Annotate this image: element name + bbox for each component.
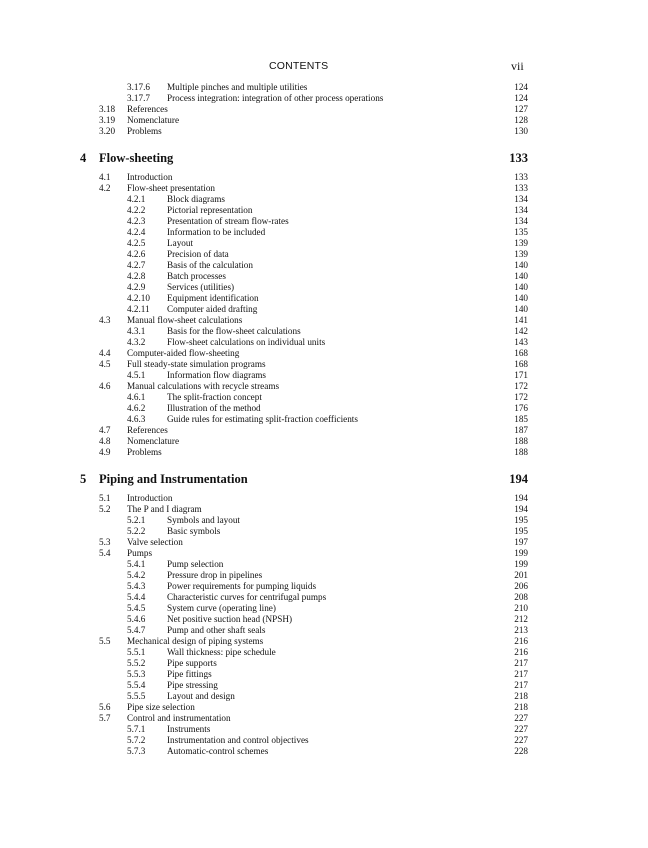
entry-number: 4.2.4: [127, 227, 146, 237]
toc-entry[interactable]: [0, 326, 648, 337]
toc-entry[interactable]: [0, 348, 648, 359]
entry-number: 4.2.1: [127, 194, 146, 204]
toc-entry[interactable]: [0, 436, 648, 447]
entry-number: 4.2: [99, 183, 111, 193]
entry-page: 227: [514, 724, 528, 734]
entry-number: 5.7.1: [127, 724, 146, 734]
entry-number: 5.7.3: [127, 746, 146, 756]
entry-title: Services (utilities): [167, 282, 235, 292]
entry-title: The split-fraction concept: [167, 392, 262, 402]
toc-entry[interactable]: [0, 691, 648, 702]
toc-entry[interactable]: [0, 724, 648, 735]
entry-page: 217: [514, 669, 528, 679]
entry-number: 4.2.8: [127, 271, 146, 281]
entry-title: Computer aided drafting: [167, 304, 258, 314]
entry-title: Basic symbols: [167, 526, 221, 536]
entry-number: 4.3.1: [127, 326, 146, 336]
entry-title: Pipe fittings: [167, 669, 212, 679]
toc-entry[interactable]: [0, 370, 648, 381]
chapter-number: 4: [80, 151, 87, 165]
entry-title: Pipe stressing: [167, 680, 218, 690]
entry-page: 135: [514, 227, 528, 237]
entry-page: 134: [514, 216, 528, 226]
entry-number: 4.6.3: [127, 414, 146, 424]
toc-entry[interactable]: [0, 115, 648, 126]
entry-title: Nomenclature: [127, 436, 180, 446]
entry-page: 140: [514, 282, 528, 292]
toc-entry[interactable]: [0, 680, 648, 691]
entry-title: Information flow diagrams: [167, 370, 266, 380]
toc-entry[interactable]: [0, 658, 648, 669]
toc-entry[interactable]: [0, 625, 648, 636]
running-title: CONTENTS: [269, 60, 329, 72]
toc-entry[interactable]: [0, 414, 648, 425]
toc-entry[interactable]: [0, 636, 648, 647]
entry-title: Problems: [127, 126, 162, 136]
toc-entry[interactable]: [0, 337, 648, 348]
toc-entry[interactable]: [0, 227, 648, 238]
entry-number: 5.2.1: [127, 515, 146, 525]
entry-title: Automatic-control schemes: [167, 746, 269, 756]
entry-page: 140: [514, 293, 528, 303]
entry-page: 216: [514, 647, 528, 657]
entry-number: 5.7: [99, 713, 111, 723]
entry-number: 5.5: [99, 636, 111, 646]
entry-title: References: [127, 104, 168, 114]
entry-number: 5.5.3: [127, 669, 146, 679]
entry-page: 199: [514, 548, 528, 558]
entry-title: Pipe supports: [167, 658, 217, 668]
entry-page: 168: [514, 348, 528, 358]
entry-title: Net positive suction head (NPSH): [167, 614, 293, 624]
entry-page: 168: [514, 359, 528, 369]
toc-entry[interactable]: [0, 183, 648, 194]
entry-title: Pumps: [127, 548, 153, 558]
toc-entry[interactable]: [0, 238, 648, 249]
toc-entry[interactable]: [0, 425, 648, 436]
entry-title: Process integration: integration of other process operations: [167, 93, 384, 103]
entry-page: 140: [514, 260, 528, 270]
toc-entry[interactable]: [0, 614, 648, 625]
entry-title: Valve selection: [127, 537, 183, 547]
entry-number: 4.2.3: [127, 216, 146, 226]
toc-entry[interactable]: [0, 713, 648, 724]
entry-number: 3.20: [99, 126, 116, 136]
page-header: [0, 60, 648, 74]
entry-title: Precision of data: [167, 249, 229, 259]
entry-page: 217: [514, 680, 528, 690]
entry-page: 128: [514, 115, 528, 125]
entry-page: 195: [514, 526, 528, 536]
entry-page: 134: [514, 205, 528, 215]
toc-entry[interactable]: [0, 504, 648, 515]
entry-title: Instruments: [167, 724, 211, 734]
entry-title: Layout and design: [167, 691, 235, 701]
entry-title: References: [127, 425, 168, 435]
entry-title: Manual flow-sheet calculations: [127, 315, 243, 325]
entry-page: 218: [514, 691, 528, 701]
entry-page: 208: [514, 592, 528, 602]
entry-number: 5.4.4: [127, 592, 146, 602]
entry-number: 4.4: [99, 348, 111, 358]
entry-title: Pipe size selection: [127, 702, 195, 712]
table-of-contents: [0, 82, 648, 757]
entry-title: Flow-sheet calculations on individual units: [167, 337, 326, 347]
entry-page: 171: [514, 370, 528, 380]
chapter-title: Piping and Instrumentation: [99, 472, 248, 486]
entry-number: 4.9: [99, 447, 111, 457]
entry-number: 5.6: [99, 702, 111, 712]
entry-page: 185: [514, 414, 528, 424]
entry-title: Basis for the flow-sheet calculations: [167, 326, 301, 336]
entry-number: 3.17.7: [127, 93, 150, 103]
entry-title: Guide rules for estimating split-fraction coefficients: [167, 414, 358, 424]
toc-entry[interactable]: [0, 548, 648, 559]
entry-number: 4.2.9: [127, 282, 146, 292]
entry-number: 4.6.1: [127, 392, 146, 402]
entry-number: 5.5.5: [127, 691, 146, 701]
entry-page: 195: [514, 515, 528, 525]
entry-number: 5.3: [99, 537, 111, 547]
entry-number: 5.5.4: [127, 680, 146, 690]
entry-number: 5.4.6: [127, 614, 146, 624]
entry-title: Block diagrams: [167, 194, 225, 204]
entry-page: 199: [514, 559, 528, 569]
entry-page: 143: [514, 337, 528, 347]
entry-page: 139: [514, 249, 528, 259]
toc-entry[interactable]: [0, 570, 648, 581]
entry-title: Control and instrumentation: [127, 713, 231, 723]
entry-number: 5.5.1: [127, 647, 146, 657]
entry-title: Power requirements for pumping liquids: [167, 581, 317, 591]
entry-title: Information to be included: [167, 227, 266, 237]
entry-title: Full steady-state simulation programs: [127, 359, 266, 369]
entry-page: 212: [514, 614, 528, 624]
entry-title: Symbols and layout: [167, 515, 240, 525]
entry-page: 124: [514, 82, 528, 92]
entry-page: 194: [514, 493, 528, 503]
entry-title: Introduction: [127, 493, 173, 503]
entry-page: 124: [514, 93, 528, 103]
entry-number: 4.2.10: [127, 293, 150, 303]
toc-entry[interactable]: [0, 515, 648, 526]
entry-page: 194: [514, 504, 528, 514]
entry-page: 130: [514, 126, 528, 136]
entry-page: 172: [514, 392, 528, 402]
toc-entry[interactable]: [0, 359, 648, 370]
chapter-heading[interactable]: [0, 470, 648, 488]
entry-page: 210: [514, 603, 528, 613]
toc-entry[interactable]: [0, 581, 648, 592]
entry-number: 4.3: [99, 315, 111, 325]
entry-title: Presentation of stream flow-rates: [167, 216, 289, 226]
entry-number: 5.1: [99, 493, 111, 503]
toc-entry[interactable]: [0, 746, 648, 757]
toc-entry[interactable]: [0, 260, 648, 271]
entry-number: 3.17.6: [127, 82, 150, 92]
entry-number: 4.3.2: [127, 337, 146, 347]
entry-number: 5.2.2: [127, 526, 146, 536]
entry-number: 5.4.5: [127, 603, 146, 613]
entry-title: System curve (operating line): [167, 603, 276, 613]
entry-number: 4.2.11: [127, 304, 150, 314]
entry-number: 4.2.2: [127, 205, 146, 215]
toc-entry[interactable]: [0, 82, 648, 93]
entry-title: Illustration of the method: [167, 403, 261, 413]
toc-entry[interactable]: [0, 205, 648, 216]
entry-title: Manual calculations with recycle streams: [127, 381, 280, 391]
toc-entry[interactable]: [0, 304, 648, 315]
entry-page: 133: [514, 172, 528, 182]
toc-entry[interactable]: [0, 282, 648, 293]
entry-page: 187: [514, 425, 528, 435]
toc-entry[interactable]: [0, 403, 648, 414]
entry-page: 140: [514, 271, 528, 281]
entry-page: 217: [514, 658, 528, 668]
entry-title: Multiple pinches and multiple utilities: [167, 82, 308, 92]
entry-page: 133: [514, 183, 528, 193]
entry-number: 3.19: [99, 115, 116, 125]
entry-title: Computer-aided flow-sheeting: [127, 348, 240, 358]
entry-number: 5.4.7: [127, 625, 146, 635]
entry-number: 4.6: [99, 381, 111, 391]
entry-title: Equipment identification: [167, 293, 259, 303]
toc-entry[interactable]: [0, 293, 648, 304]
entry-number: 4.2.7: [127, 260, 146, 270]
toc-entry[interactable]: [0, 647, 648, 658]
entry-number: 4.1: [99, 172, 111, 182]
entry-title: Pump selection: [167, 559, 224, 569]
entry-number: 4.7: [99, 425, 111, 435]
entry-page: 227: [514, 735, 528, 745]
chapter-page: 133: [509, 151, 528, 165]
toc-entry[interactable]: [0, 249, 648, 260]
toc-entry[interactable]: [0, 392, 648, 403]
toc-entry[interactable]: [0, 104, 648, 115]
toc-entry[interactable]: [0, 702, 648, 713]
toc-entry[interactable]: [0, 603, 648, 614]
toc-entry[interactable]: [0, 592, 648, 603]
entry-page: 127: [514, 104, 528, 114]
entry-page: 188: [514, 447, 528, 457]
toc-entry[interactable]: [0, 315, 648, 326]
chapter-title: Flow-sheeting: [99, 151, 174, 165]
entry-number: 5.4.1: [127, 559, 146, 569]
toc-entry[interactable]: [0, 559, 648, 570]
entry-title: Pictorial representation: [167, 205, 253, 215]
entry-title: The P and I diagram: [127, 504, 202, 514]
toc-entry[interactable]: [0, 216, 648, 227]
entry-page: 188: [514, 436, 528, 446]
toc-entry[interactable]: [0, 447, 648, 458]
toc-entry[interactable]: [0, 493, 648, 504]
entry-title: Mechanical design of piping systems: [127, 636, 264, 646]
toc-entry[interactable]: [0, 172, 648, 183]
toc-entry[interactable]: [0, 271, 648, 282]
entry-page: 201: [514, 570, 528, 580]
toc-entry[interactable]: [0, 735, 648, 746]
entry-number: 4.8: [99, 436, 111, 446]
entry-number: 4.2.6: [127, 249, 146, 259]
toc-entry[interactable]: [0, 194, 648, 205]
chapter-page: 194: [509, 472, 528, 486]
entry-page: 218: [514, 702, 528, 712]
entry-title: Basis of the calculation: [167, 260, 253, 270]
entry-page: 134: [514, 194, 528, 204]
entry-title: Pump and other shaft seals: [167, 625, 266, 635]
entry-page: 227: [514, 713, 528, 723]
entry-title: Batch processes: [167, 271, 226, 281]
entry-number: 5.2: [99, 504, 111, 514]
toc-entry[interactable]: [0, 537, 648, 548]
toc-entry[interactable]: [0, 126, 648, 137]
entry-title: Pressure drop in pipelines: [167, 570, 263, 580]
entry-number: 5.4.3: [127, 581, 146, 591]
entry-number: 3.18: [99, 104, 116, 114]
entry-number: 4.6.2: [127, 403, 146, 413]
entry-number: 5.4: [99, 548, 111, 558]
entry-title: Introduction: [127, 172, 173, 182]
entry-number: 4.2.5: [127, 238, 146, 248]
toc-entry[interactable]: [0, 526, 648, 537]
chapter-heading[interactable]: [0, 149, 648, 167]
entry-title: Flow-sheet presentation: [127, 183, 216, 193]
entry-title: Nomenclature: [127, 115, 180, 125]
entry-page: 139: [514, 238, 528, 248]
entry-number: 5.4.2: [127, 570, 146, 580]
toc-entry[interactable]: [0, 93, 648, 104]
entry-title: Problems: [127, 447, 162, 457]
page-number: vii: [511, 59, 524, 73]
entry-number: 5.7.2: [127, 735, 146, 745]
entry-page: 216: [514, 636, 528, 646]
entry-title: Wall thickness: pipe schedule: [167, 647, 276, 657]
entry-number: 5.5.2: [127, 658, 146, 668]
entry-page: 197: [514, 537, 528, 547]
entry-title: Characteristic curves for centrifugal pumps: [167, 592, 327, 602]
entry-page: 206: [514, 581, 528, 591]
entry-page: 172: [514, 381, 528, 391]
chapter-number: 5: [80, 472, 87, 486]
entry-number: 4.5: [99, 359, 111, 369]
entry-number: 4.5.1: [127, 370, 146, 380]
entry-page: 142: [514, 326, 528, 336]
entry-page: 140: [514, 304, 528, 314]
entry-page: 213: [514, 625, 528, 635]
entry-title: Instrumentation and control objectives: [167, 735, 309, 745]
entry-page: 141: [514, 315, 528, 325]
toc-entry[interactable]: [0, 381, 648, 392]
toc-entry[interactable]: [0, 669, 648, 680]
entry-page: 228: [514, 746, 528, 756]
entry-title: Layout: [167, 238, 194, 248]
entry-page: 176: [514, 403, 528, 413]
